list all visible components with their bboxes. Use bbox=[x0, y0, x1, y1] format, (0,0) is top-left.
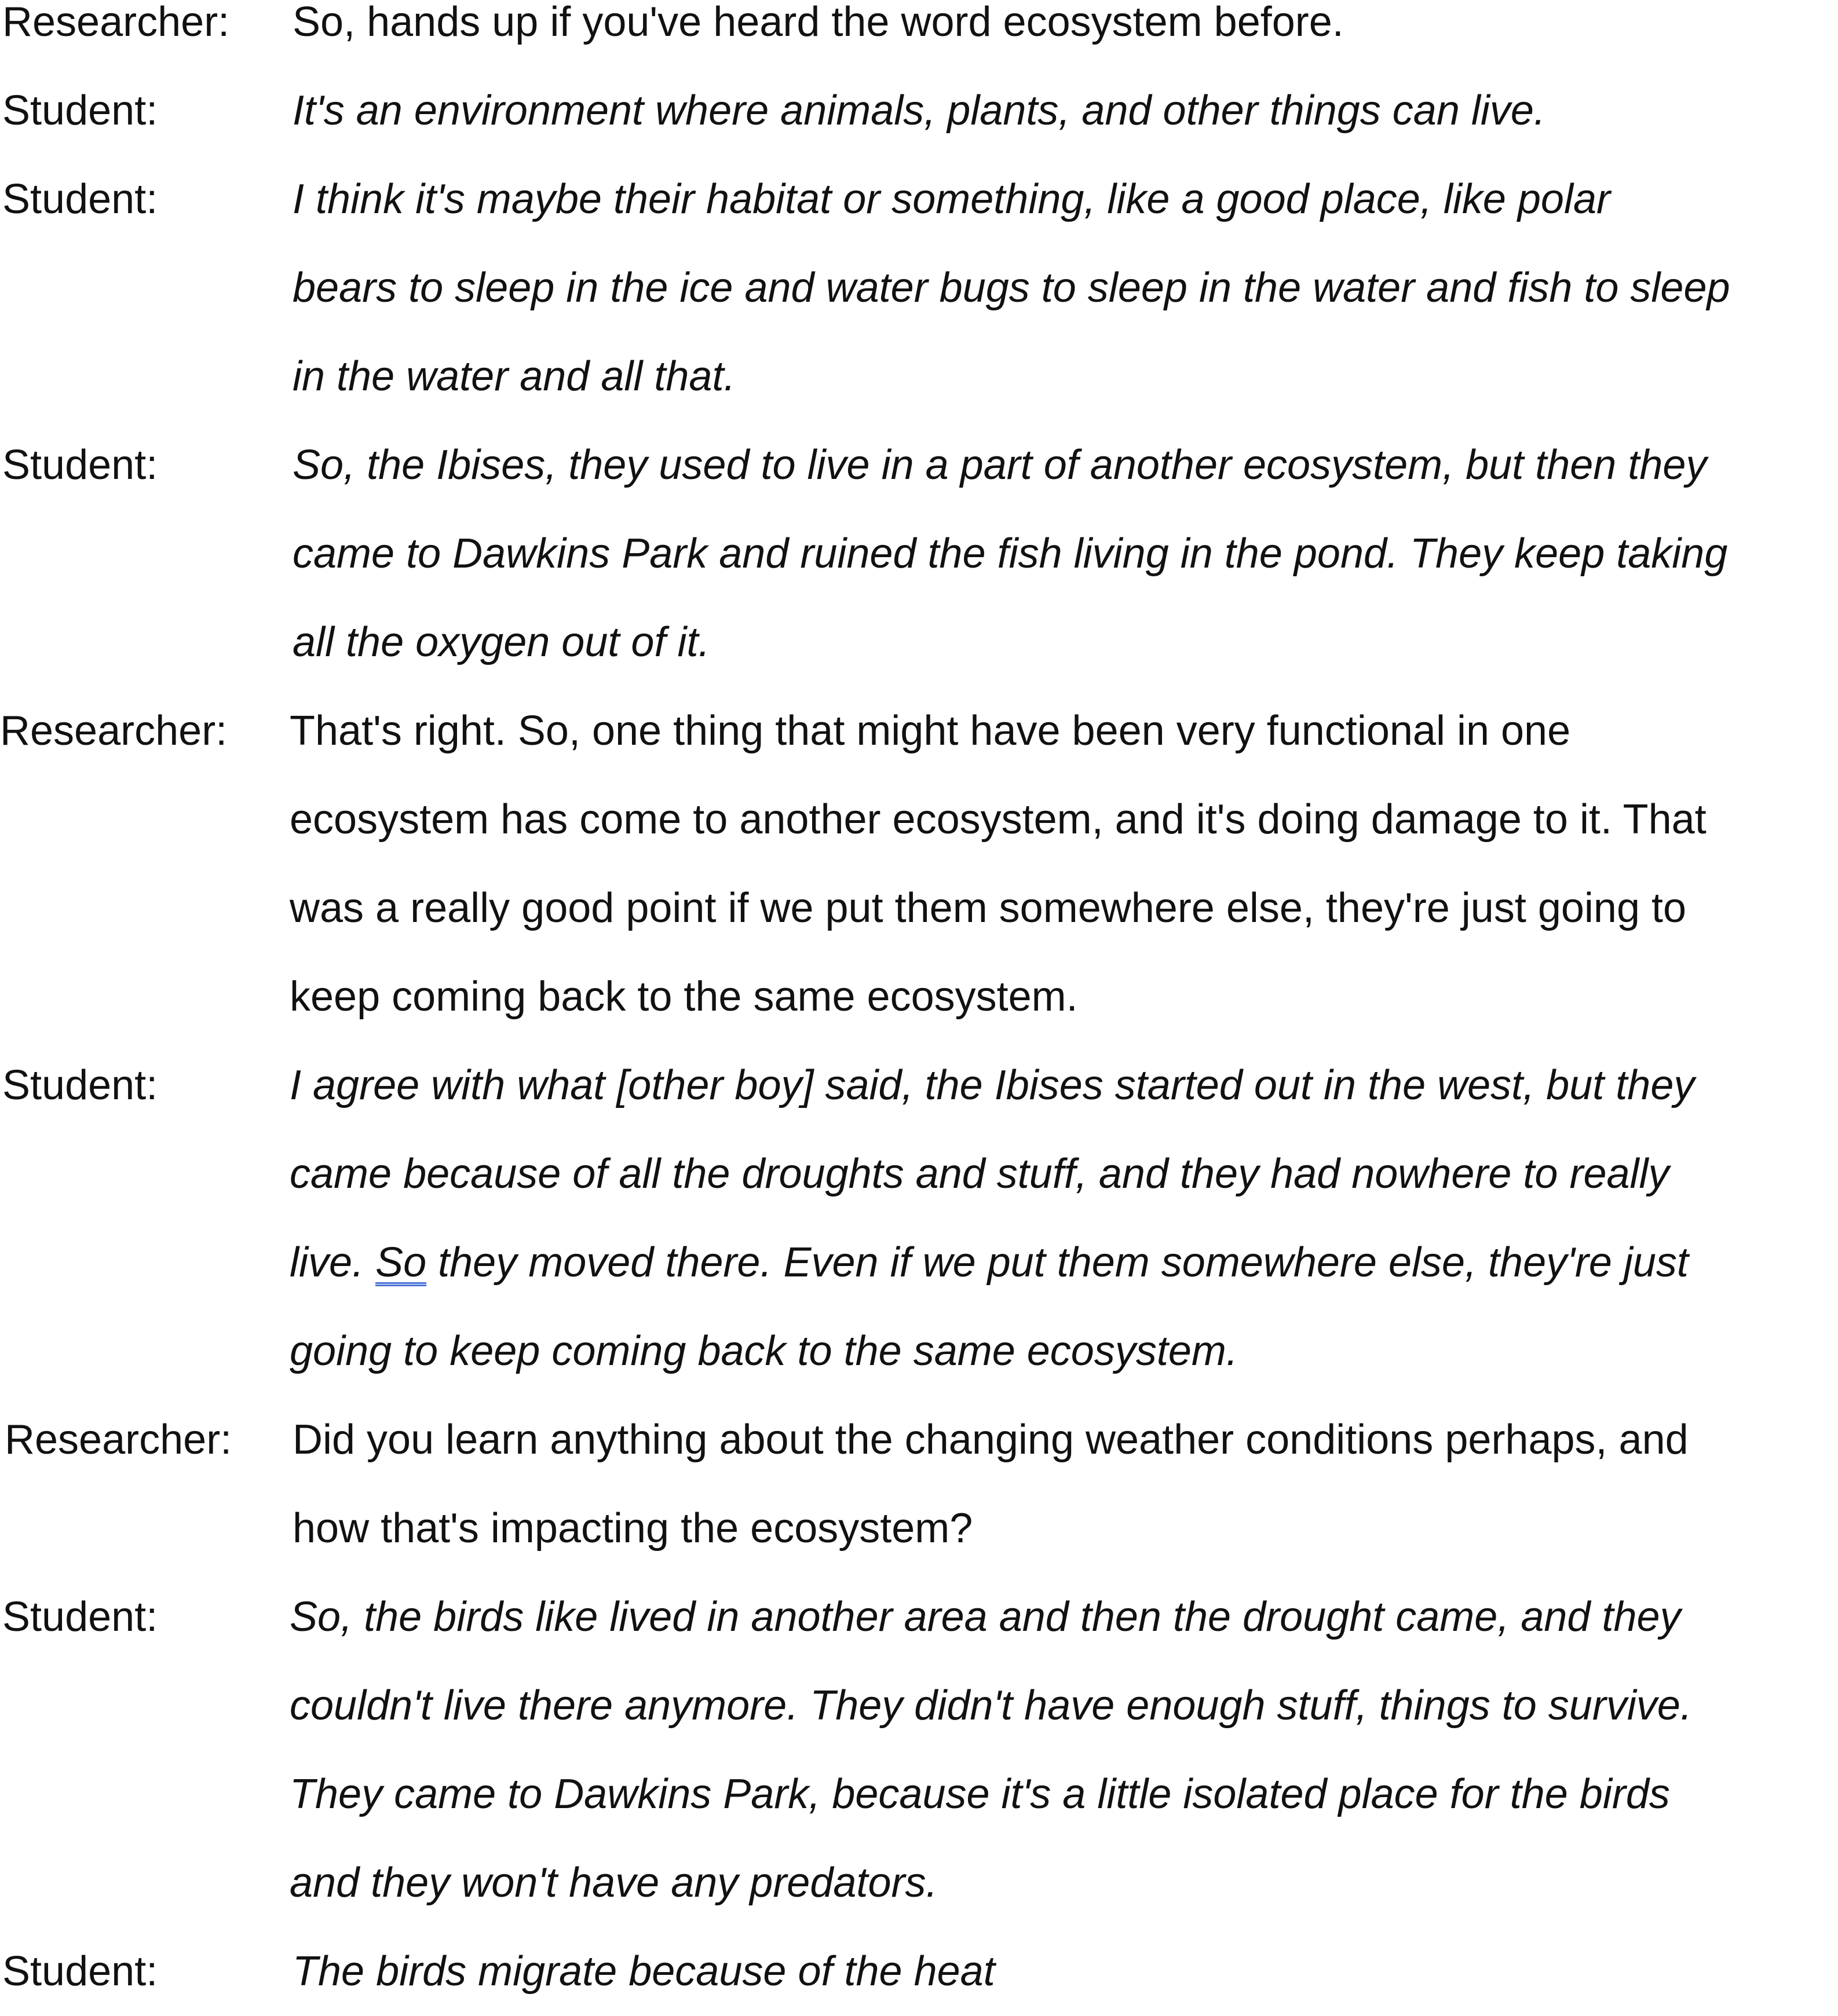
speaker-label: Student: bbox=[2, 1062, 158, 1108]
speaker-label: Student: bbox=[2, 176, 158, 222]
utterance-line: So, the birds like lived in another area and then the drought came, and they bbox=[290, 1594, 1681, 1640]
speaker-label: Researcher: bbox=[0, 708, 228, 754]
utterance bbox=[293, 1927, 1833, 2016]
utterance-line: couldn't live there anymore. They didn't have enough stuff, things to survive. bbox=[290, 1682, 1692, 1729]
utterance-line-with-proofing-mark bbox=[290, 1219, 1830, 1307]
utterance-line: They came to Dawkins Park, because it's a little isolated place for the birds bbox=[290, 1771, 1670, 1817]
proofing-underline-word[interactable]: So bbox=[375, 1239, 427, 1286]
utterance-line: Did you learn anything about the changing weather conditions perhaps, and bbox=[293, 1417, 1689, 1463]
utterance-line: came because of all the droughts and stuff, and they had nowhere to really bbox=[290, 1151, 1669, 1197]
speaker-label: Student: bbox=[2, 1594, 158, 1640]
utterance-text: live. bbox=[290, 1239, 376, 1286]
utterance-line: That's right. So, one thing that might have been very functional in one bbox=[290, 708, 1571, 754]
speaker-label: Student: bbox=[2, 1948, 158, 1995]
utterance-line: all the oxygen out of it. bbox=[293, 619, 710, 665]
utterance-line: in the water and all that. bbox=[293, 353, 736, 400]
utterance-line: It's an environment where animals, plants, and other things can live. bbox=[293, 87, 1545, 134]
utterance-line: The birds migrate because of the heat bbox=[293, 1948, 995, 1995]
utterance-line: So, the Ibises, they used to live in a part of another ecosystem, but then they bbox=[293, 442, 1707, 488]
utterance-line: keep coming back to the same ecosystem. bbox=[290, 974, 1078, 1020]
speaker-label: Researcher: bbox=[2, 0, 230, 45]
utterance-line: bears to sleep in the ice and water bugs to sleep in the water and fish to sleep bbox=[293, 265, 1730, 311]
utterance-line: ecosystem has come to another ecosystem, and it's doing damage to it. That bbox=[290, 796, 1707, 843]
utterance-line: and they won't have any predators. bbox=[290, 1860, 938, 1906]
utterance-text: they moved there. Even if we put them somewhere else, they're just bbox=[426, 1239, 1689, 1286]
utterance bbox=[293, 1396, 1833, 1573]
speaker-label: Student: bbox=[2, 442, 158, 488]
utterance-line: I think it's maybe their habitat or something, like a good place, like polar bbox=[293, 176, 1610, 222]
utterance-line: going to keep coming back to the same ecosystem. bbox=[290, 1328, 1238, 1374]
utterance bbox=[293, 67, 1833, 155]
utterance bbox=[293, 0, 1833, 67]
utterance bbox=[290, 687, 1830, 1041]
speaker-label: Student: bbox=[2, 87, 158, 134]
utterance-line: how that's impacting the ecosystem? bbox=[293, 1505, 973, 1552]
utterance bbox=[293, 155, 1833, 421]
utterance bbox=[290, 1573, 1830, 1927]
utterance-line: was a really good point if we put them somewhere else, they're just going to bbox=[290, 885, 1687, 931]
utterance bbox=[290, 1041, 1830, 1396]
utterance-line: came to Dawkins Park and ruined the fish living in the pond. They keep taking bbox=[293, 530, 1728, 577]
utterance bbox=[293, 421, 1833, 687]
speaker-label: Researcher: bbox=[5, 1417, 232, 1463]
utterance-line: I agree with what [other boy] said, the Ibises started out in the west, but they bbox=[290, 1062, 1695, 1108]
utterance-line: So, hands up if you've heard the word ecosystem before. bbox=[293, 0, 1344, 45]
